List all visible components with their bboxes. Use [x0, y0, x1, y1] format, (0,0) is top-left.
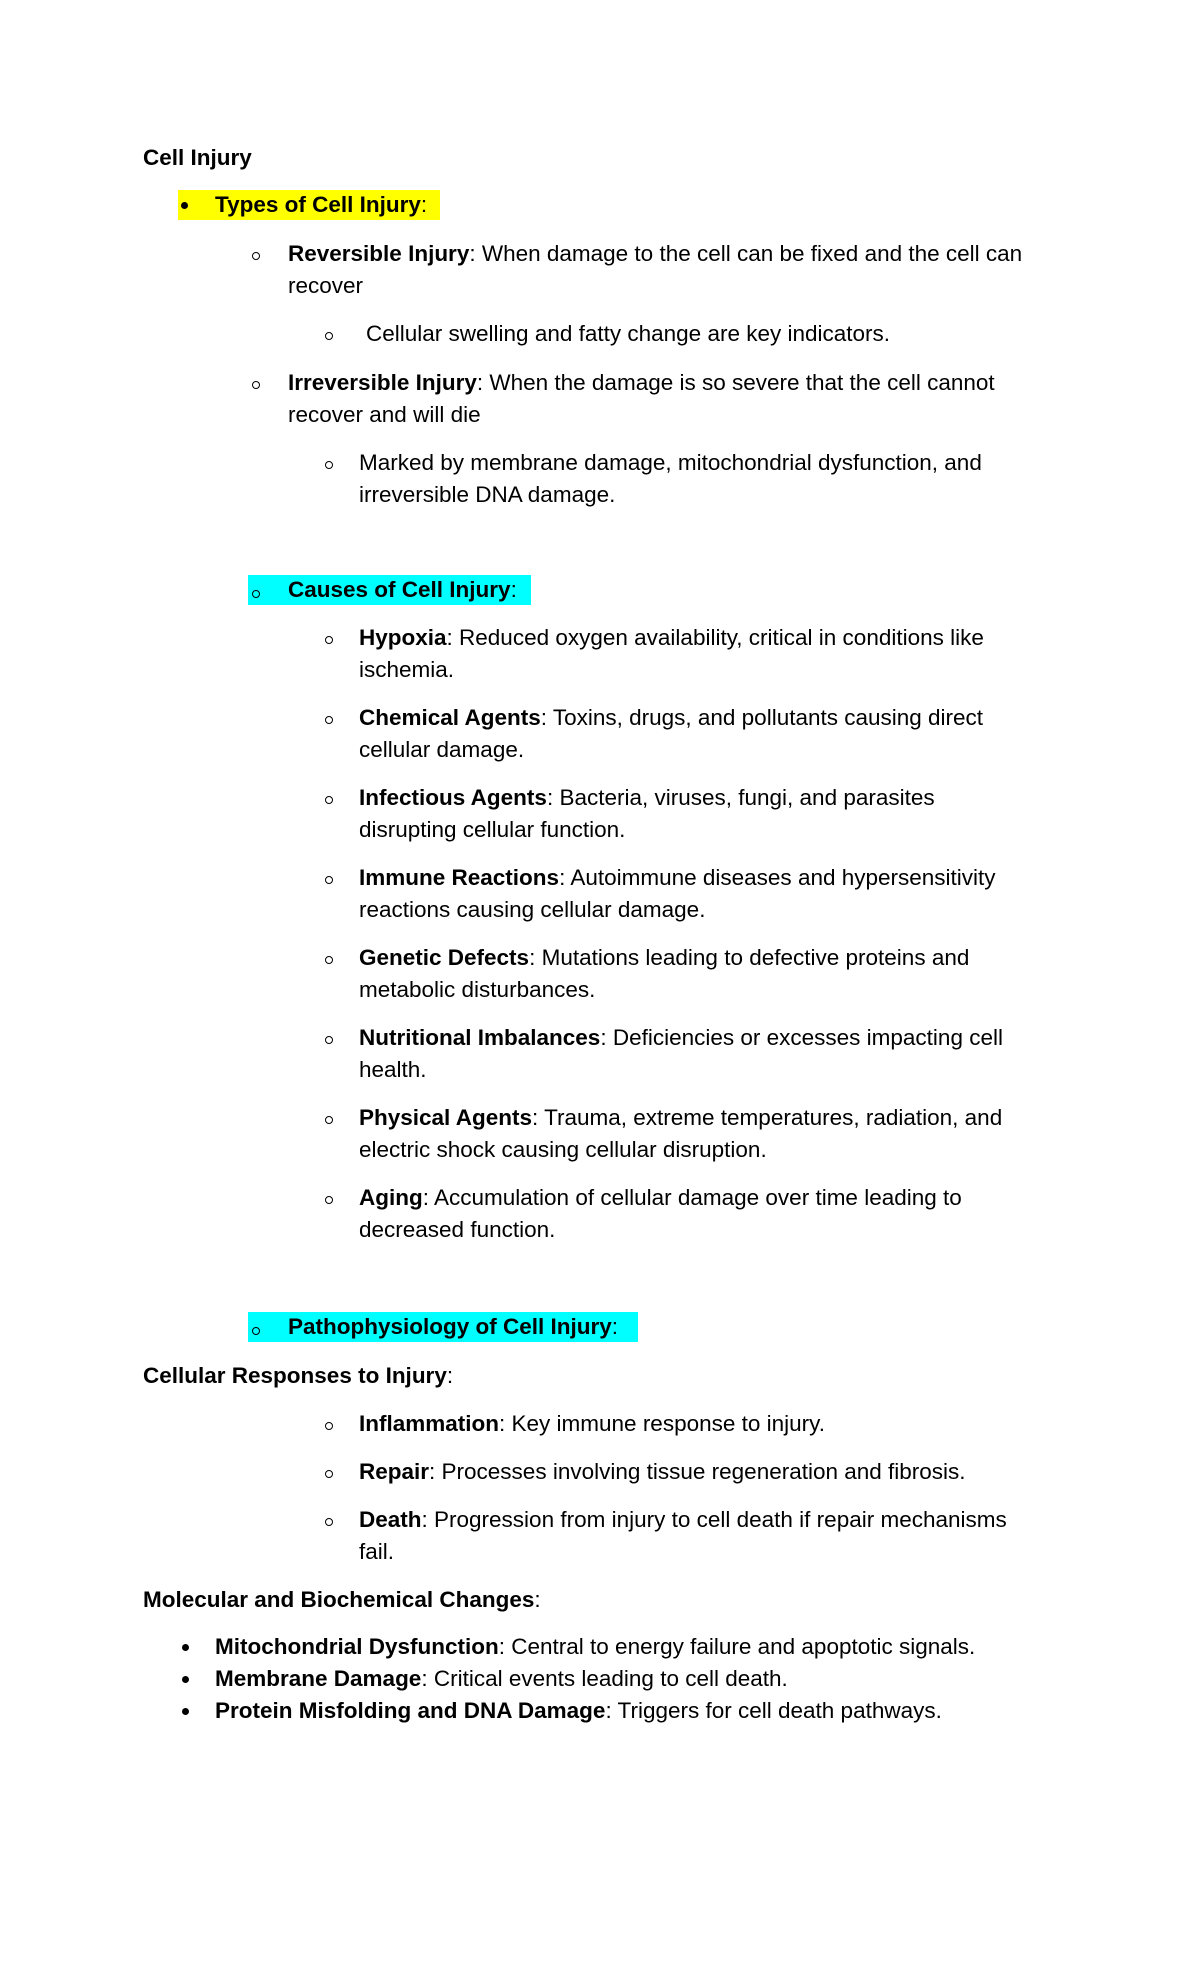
circle-bullet-icon: [325, 461, 333, 469]
list-item-term: Protein Misfolding and DNA Damage: [215, 1698, 606, 1723]
bullet-dot-icon: [181, 202, 188, 209]
list-item-cont: fail.: [359, 1539, 395, 1564]
list-item-text: : Deficiencies or excesses impacting cell: [600, 1025, 1003, 1050]
bullet-dot-icon: [182, 1644, 189, 1651]
irreversible-sub-cont: irreversible DNA damage.: [359, 482, 616, 507]
list-item-term: Repair: [359, 1459, 430, 1484]
list-item-text: : Triggers for cell death pathways.: [605, 1698, 942, 1723]
list-item-term: Aging: [359, 1185, 423, 1210]
irreversible-item: Irreversible Injury: When the damage is so severe that the cell cannot: [288, 370, 995, 395]
list-item: [359, 1408, 825, 1440]
list-item-cont: electric shock causing cellular disruption.: [359, 1137, 767, 1162]
list-item-text: : Bacteria, viruses, fungi, and parasites: [546, 785, 935, 810]
reversible-sub: Cellular swelling and fatty change are key indicators.: [366, 321, 891, 346]
circle-bullet-icon: [252, 252, 260, 260]
list-item-term: Mitochondrial Dysfunction: [215, 1634, 499, 1659]
list-item: [215, 1695, 942, 1727]
document-title: Cell Injury: [143, 145, 252, 170]
list-item: [215, 1631, 975, 1663]
circle-bullet-icon: [325, 1116, 333, 1124]
causes-heading: Causes of Cell Injury:: [288, 577, 517, 602]
molecular-heading: Molecular and Biochemical Changes:: [143, 1587, 541, 1612]
list-item-term: Chemical Agents: [359, 705, 541, 730]
list-item: [359, 862, 996, 894]
list-item-term: Death: [359, 1507, 422, 1532]
circle-bullet-icon: [252, 1327, 260, 1335]
list-item-text: : Critical events leading to cell death.: [421, 1666, 788, 1691]
list-item-term: Physical Agents: [359, 1105, 532, 1130]
circle-bullet-icon: [325, 796, 333, 804]
list-item-cont: reactions causing cellular damage.: [359, 897, 706, 922]
list-item: [359, 1182, 962, 1214]
list-item-term: Nutritional Imbalances: [359, 1025, 601, 1050]
circle-bullet-icon: [325, 332, 333, 340]
list-item-cont: disrupting cellular function.: [359, 817, 626, 842]
list-item-text: : Mutations leading to defective proteins and: [529, 945, 970, 970]
list-item: [359, 702, 983, 734]
circle-bullet-icon: [325, 1518, 333, 1526]
patho-heading: Pathophysiology of Cell Injury:: [288, 1314, 619, 1339]
list-item: [359, 1022, 1003, 1054]
list-item: [359, 1456, 966, 1488]
bullet-dot-icon: [182, 1708, 189, 1715]
list-item: [359, 1504, 1007, 1536]
list-item-cont: ischemia.: [359, 657, 455, 682]
list-item-text: : Trauma, extreme temperatures, radiation, and: [531, 1105, 1003, 1130]
circle-bullet-icon: [252, 381, 260, 389]
list-item-term: Membrane Damage: [215, 1666, 422, 1691]
types-heading: Types of Cell Injury:: [215, 192, 428, 217]
list-item-text: : Progression from injury to cell death if repair mechanisms: [421, 1507, 1007, 1532]
responses-heading: Cellular Responses to Injury:: [143, 1363, 454, 1388]
list-item: [215, 1663, 788, 1695]
list-item: [359, 942, 969, 974]
circle-bullet-icon: [325, 1422, 333, 1430]
list-item: [359, 782, 935, 814]
list-item-cont: decreased function.: [359, 1217, 556, 1242]
list-item-term: Genetic Defects: [359, 945, 530, 970]
types-heading-text: Types of Cell Injury: [215, 192, 421, 217]
circle-bullet-icon: [325, 956, 333, 964]
list-item: [359, 622, 984, 654]
list-item-text: : Autoimmune diseases and hypersensitivity: [559, 865, 996, 890]
list-item-term: Hypoxia: [359, 625, 447, 650]
list-item-text: : Reduced oxygen availability, critical in conditions like: [446, 625, 984, 650]
reversible-item: Reversible Injury: When damage to the cell can be fixed and the cell can: [288, 241, 1023, 266]
list-item-text: : Central to energy failure and apoptotic signals.: [498, 1634, 976, 1659]
bullet-dot-icon: [182, 1676, 189, 1683]
list-item-text: : Toxins, drugs, and pollutants causing direct: [540, 705, 984, 730]
irreversible-item-cont: recover and will die: [288, 402, 481, 427]
list-item-cont: health.: [359, 1057, 427, 1082]
list-item-term: Infectious Agents: [359, 785, 547, 810]
list-item-text: : Accumulation of cellular damage over time leading to: [422, 1185, 962, 1210]
circle-bullet-icon: [325, 1470, 333, 1478]
circle-bullet-icon: [252, 590, 260, 598]
list-item-text: : Key immune response to injury.: [499, 1411, 825, 1436]
list-item-text: : Processes involving tissue regeneration and fibrosis.: [429, 1459, 966, 1484]
circle-bullet-icon: [325, 1196, 333, 1204]
reversible-item-cont: recover: [288, 273, 364, 298]
irreversible-sub: Marked by membrane damage, mitochondrial dysfunction, and: [359, 450, 982, 475]
circle-bullet-icon: [325, 876, 333, 884]
circle-bullet-icon: [325, 716, 333, 724]
circle-bullet-icon: [325, 1036, 333, 1044]
list-item-term: Immune Reactions: [359, 865, 560, 890]
circle-bullet-icon: [325, 636, 333, 644]
list-item-cont: metabolic disturbances.: [359, 977, 596, 1002]
list-item: [359, 1102, 1002, 1134]
list-item-term: Inflammation: [359, 1411, 500, 1436]
list-item-cont: cellular damage.: [359, 737, 525, 762]
